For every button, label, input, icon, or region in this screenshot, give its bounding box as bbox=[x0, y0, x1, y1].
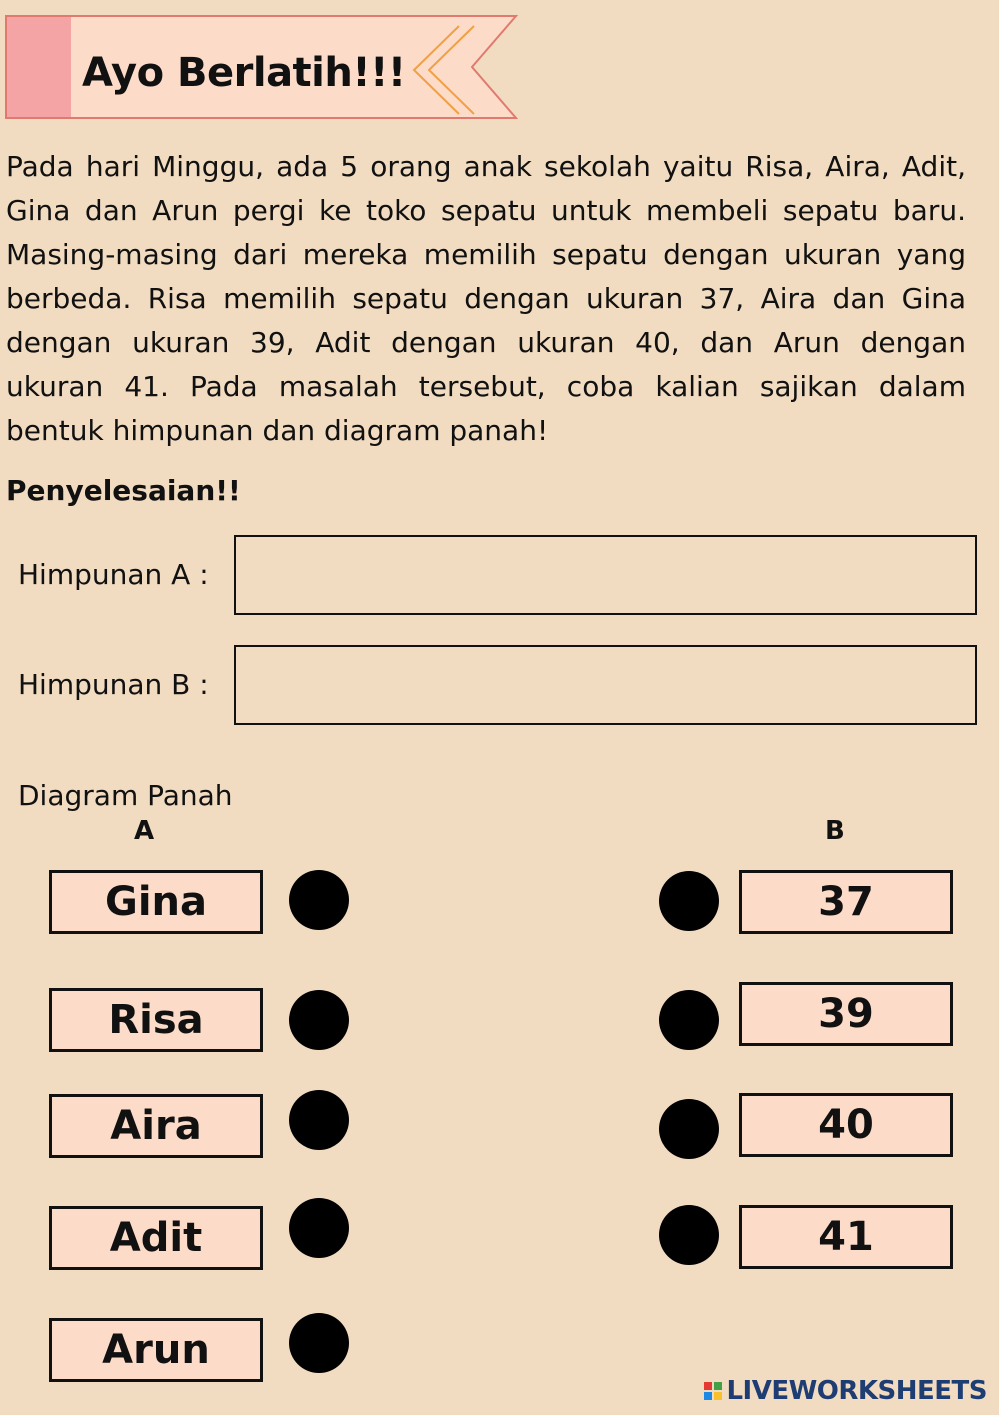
size-box-40: 40 bbox=[739, 1093, 953, 1157]
dot-a-adit[interactable] bbox=[289, 1198, 349, 1258]
problem-text: Pada hari Minggu, ada 5 orang anak sekolah yaitu Risa, Aira, Adit, Gina dan Arun pergi ke toko sepatu untuk membeli sepatu baru. Masing-masing dari mereka memilih sepatu dengan ukuran yang berbeda. Risa memilih sepatu dengan ukuran 37, Aira dan Gina dengan ukuran 39, Adit dengan ukuran 40, dan Arun dengan ukuran 41. Pada masalah tersebut, coba kalian sajikan dalam bentuk himpunan dan diagram panah! bbox=[6, 150, 966, 447]
name-box-aira: Aira bbox=[49, 1094, 263, 1158]
size-box-37: 37 bbox=[739, 870, 953, 934]
dot-a-aira[interactable] bbox=[289, 1090, 349, 1150]
diagram-title: Diagram Panah bbox=[18, 779, 233, 812]
set-a-input[interactable] bbox=[234, 535, 977, 615]
liveworksheets-icon bbox=[704, 1382, 722, 1400]
solution-heading: Penyelesaian!! bbox=[6, 474, 241, 507]
dot-b-41[interactable] bbox=[659, 1205, 719, 1265]
page-title: Ayo Berlatih!!! bbox=[82, 50, 406, 96]
dot-b-37[interactable] bbox=[659, 871, 719, 931]
size-box-41: 41 bbox=[739, 1205, 953, 1269]
set-b-heading: B bbox=[825, 816, 845, 846]
name-box-gina: Gina bbox=[49, 870, 263, 934]
name-box-arun: Arun bbox=[49, 1318, 263, 1382]
size-box-39: 39 bbox=[739, 982, 953, 1046]
set-a-heading: A bbox=[134, 816, 155, 846]
liveworksheets-logo bbox=[704, 1375, 987, 1407]
name-box-risa: Risa bbox=[49, 988, 263, 1052]
brand-text: LIVEWORKSHEETS bbox=[726, 1376, 987, 1406]
dot-a-gina[interactable] bbox=[289, 870, 349, 930]
dot-b-40[interactable] bbox=[659, 1099, 719, 1159]
set-b-input[interactable] bbox=[234, 645, 977, 725]
dot-a-arun[interactable] bbox=[289, 1313, 349, 1373]
title-banner bbox=[4, 12, 520, 122]
set-b-label: Himpunan B : bbox=[18, 668, 209, 701]
name-box-adit: Adit bbox=[49, 1206, 263, 1270]
set-a-label: Himpunan A : bbox=[18, 558, 209, 591]
dot-a-risa[interactable] bbox=[289, 990, 349, 1050]
dot-b-39[interactable] bbox=[659, 990, 719, 1050]
